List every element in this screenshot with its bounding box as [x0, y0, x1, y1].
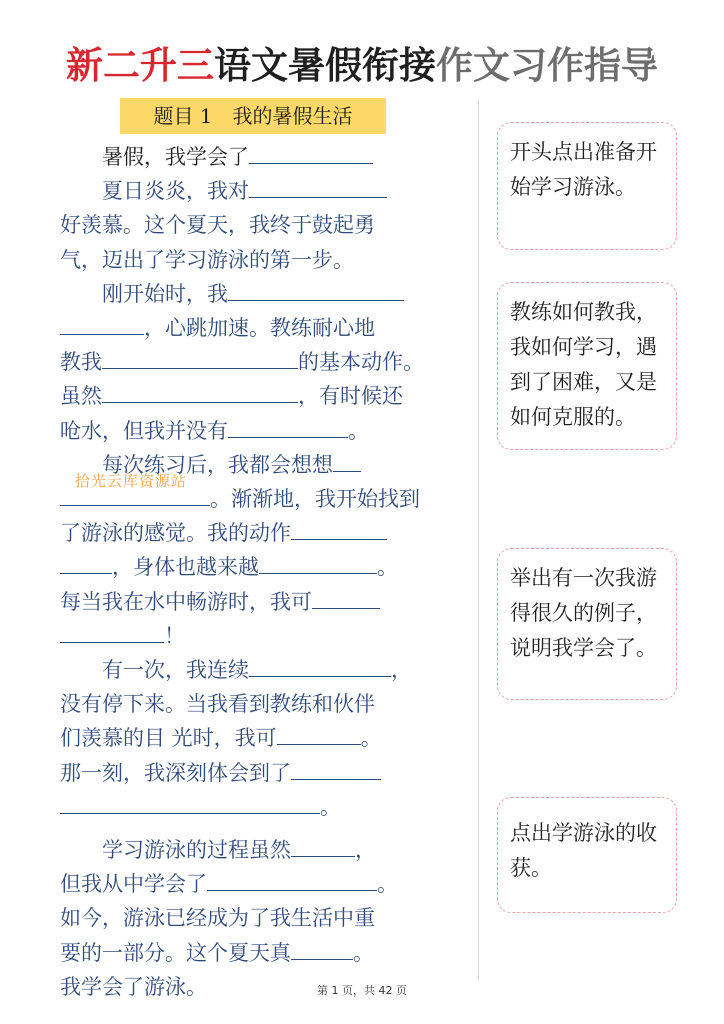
essay-line: 要的一部分。这个夏天真 。 [60, 936, 454, 970]
essay-line: 教我 的基本动作。 [60, 345, 454, 379]
essay-line: ，身体也越来越 。 [60, 550, 454, 584]
essay-line: 。渐渐地，我开始找到 [60, 482, 454, 516]
fill-blank[interactable] [291, 516, 387, 540]
fill-blank[interactable] [259, 550, 377, 574]
fill-blank[interactable] [291, 833, 355, 857]
essay-line: 好羡慕。这个夏天，我终于鼓起勇 [60, 213, 375, 238]
fill-blank[interactable] [249, 140, 373, 164]
fill-blank[interactable] [207, 867, 377, 891]
essay-line: 那一刻，我深刻体会到了 [60, 756, 454, 790]
fill-blank[interactable] [60, 311, 144, 335]
fill-blank[interactable] [102, 345, 298, 369]
watermark: 拾光云库资源站 [75, 472, 188, 490]
guide-note-example: 举出有一次我游得很久的例子，说明我学会了。 [497, 548, 677, 700]
essay-line: 了游泳的感觉。我的动作 [60, 516, 454, 550]
fill-blank[interactable] [277, 721, 361, 745]
fill-blank[interactable] [291, 756, 381, 780]
fill-blank[interactable] [60, 619, 164, 643]
essay-line: 我学会了游泳。 [60, 974, 207, 999]
essay-line: 每当我在水中畅游时，我可 [60, 585, 454, 619]
fill-blank[interactable] [291, 936, 353, 960]
essay-line: 但我从中学会了 。 [60, 867, 454, 901]
essay-body [60, 140, 454, 1004]
essay-line: 暑假，我学会了 [60, 140, 454, 174]
essay-line: ，心跳加速。教练耐心地 [60, 311, 454, 345]
title-red: 新二升三 [66, 44, 214, 87]
essay-line: ！ [60, 619, 454, 653]
fill-blank[interactable] [249, 174, 387, 198]
fill-blank[interactable] [102, 379, 298, 403]
fill-blank[interactable] [60, 550, 112, 574]
fill-blank[interactable] [228, 277, 404, 301]
essay-line: 每次练习后，我都会想想 [60, 448, 454, 482]
fill-blank[interactable] [333, 448, 361, 472]
essay-line: 夏日炎炎，我对 [60, 174, 454, 208]
essay-line: 学习游泳的过程虽然 ， [60, 833, 454, 867]
guide-note-opening: 开头点出准备开始学习游泳。 [497, 122, 677, 250]
fill-blank[interactable] [249, 653, 391, 677]
essay-line: 如今，游泳已经成为了我生活中重 [60, 906, 375, 931]
fill-blank[interactable] [312, 585, 380, 609]
guide-note-process: 教练如何教我，我如何学习，遇到了困难，又是如何克服的。 [497, 282, 677, 450]
fill-blank[interactable] [228, 414, 348, 438]
essay-line: 呛水，但我并没有 。 [60, 414, 454, 448]
essay-line: 刚开始时，我 [60, 277, 454, 311]
essay-line: 虽然 ，有时候还 [60, 379, 454, 413]
essay-line: 有一次，我连续 ， [60, 653, 454, 687]
guide-note-gain: 点出学游泳的收获。 [497, 797, 677, 913]
page-title [0, 26, 724, 106]
essay-line: 气，迈出了学习游泳的第一步。 [60, 247, 354, 272]
essay-line: 们羡慕的目 光时，我可 。 [60, 721, 454, 755]
page-number: 第 1 页，共 42 页 [317, 984, 407, 997]
essay-line: 没有停下来。当我看到教练和伙伴 [60, 692, 375, 717]
essay-line: 。 [60, 790, 454, 824]
title-black: 语文暑假衔接 [214, 44, 436, 87]
column-divider [478, 100, 479, 980]
title-gray: 作文习作指导 [436, 44, 658, 87]
topic-label: 题目 1 我的暑假生活 [120, 98, 386, 134]
fill-blank[interactable] [60, 790, 320, 814]
